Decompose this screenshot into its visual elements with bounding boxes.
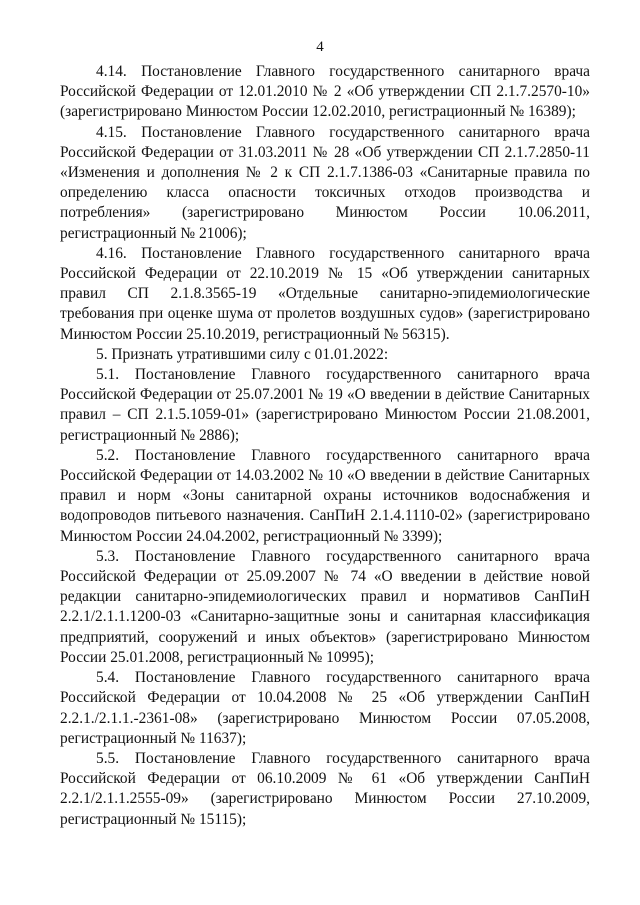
- paragraph-4-16: 4.16. Постановление Главного государственного санитарного врача Российской Федерации от 22.10.2019 № 15 «Об утверждении санитарных правил СП 2.1.8.3565-19 «Отдельные санитарно-эпидемиологические требования при оценке шума от пролетов воздушных судов» (зарегистрировано Минюстом России 25.10.2019, регистрационный № 56315).: [60, 244, 590, 343]
- paragraph-5-5: 5.5. Постановление Главного государственного санитарного врача Российской Федерации от 06.10.2009 № 61 «Об утверждении СанПиН 2.2.1/2.1.1.2555-09» (зарегистрировано Минюстом России 27.10.2009, регистрационный № 15115);: [60, 749, 590, 828]
- paragraph-5-4: 5.4. Постановление Главного государственного санитарного врача Российской Федерации от 10.04.2008 № 25 «Об утверждении СанПиН 2.2.1./2.1.1.-2361-08» (зарегистрировано Минюстом России 07.05.2008, регистрационный № 11637);: [60, 669, 590, 747]
- paragraph-4-14: 4.14. Постановление Главного государственного санитарного врача Российской Федерации от 12.01.2010 № 2 «Об утверждении СП 2.1.7.2570-10» (зарегистрировано Минюстом России 12.02.2010, регистрационный № 16389);: [60, 63, 590, 121]
- paragraph-4-15: 4.15. Постановление Главного государственного санитарного врача Российской Федерации от 31.03.2011 № 28 «Об утверждении СП 2.1.7.2850-11 «Изменения и дополнения № 2 к СП 2.1.7.1386-03 «Санитарные правила по определению класса опасности токсичных отходов производства и потребления» (зарегистрировано Минюстом России 10.06.2011, регистрационный № 21006);: [60, 123, 590, 242]
- document-body: [60, 62, 590, 830]
- paragraph-5-3: 5.3. Постановление Главного государственного санитарного врача Российской Федерации от 25.09.2007 № 74 «О введении в действие новой редакции санитарно-эпидемиологических правил и нормативов СанПиН 2.2.1/2.1.1.1200-03 «Санитарно-защитные зоны и санитарная классификация предприятий, сооружений и иных объектов» (зарегистрировано Минюстом России 25.01.2008, регистрационный № 10995);: [60, 547, 590, 666]
- paragraph-5-2: 5.2. Постановление Главного государственного санитарного врача Российской Федерации от 14.03.2002 № 10 «О введении в действие Санитарных правил и норм «Зоны санитарной охраны источников водоснабжения и водопроводов питьевого назначения. СанПиН 2.1.4.1110-02» (зарегистрировано Минюстом России 24.04.2002, регистрационный № 3399);: [60, 446, 590, 545]
- paragraph-5-1: 5.1. Постановление Главного государственного санитарного врача Российской Федерации от 25.07.2001 № 19 «О введении в действие Санитарных правил – СП 2.1.5.1059-01» (зарегистрировано Минюстом России 21.08.2001, регистрационный № 2886);: [60, 366, 590, 444]
- page-number: 4: [316, 39, 324, 55]
- paragraph-5: 5. Признать утратившими силу с 01.01.2022:: [96, 345, 389, 363]
